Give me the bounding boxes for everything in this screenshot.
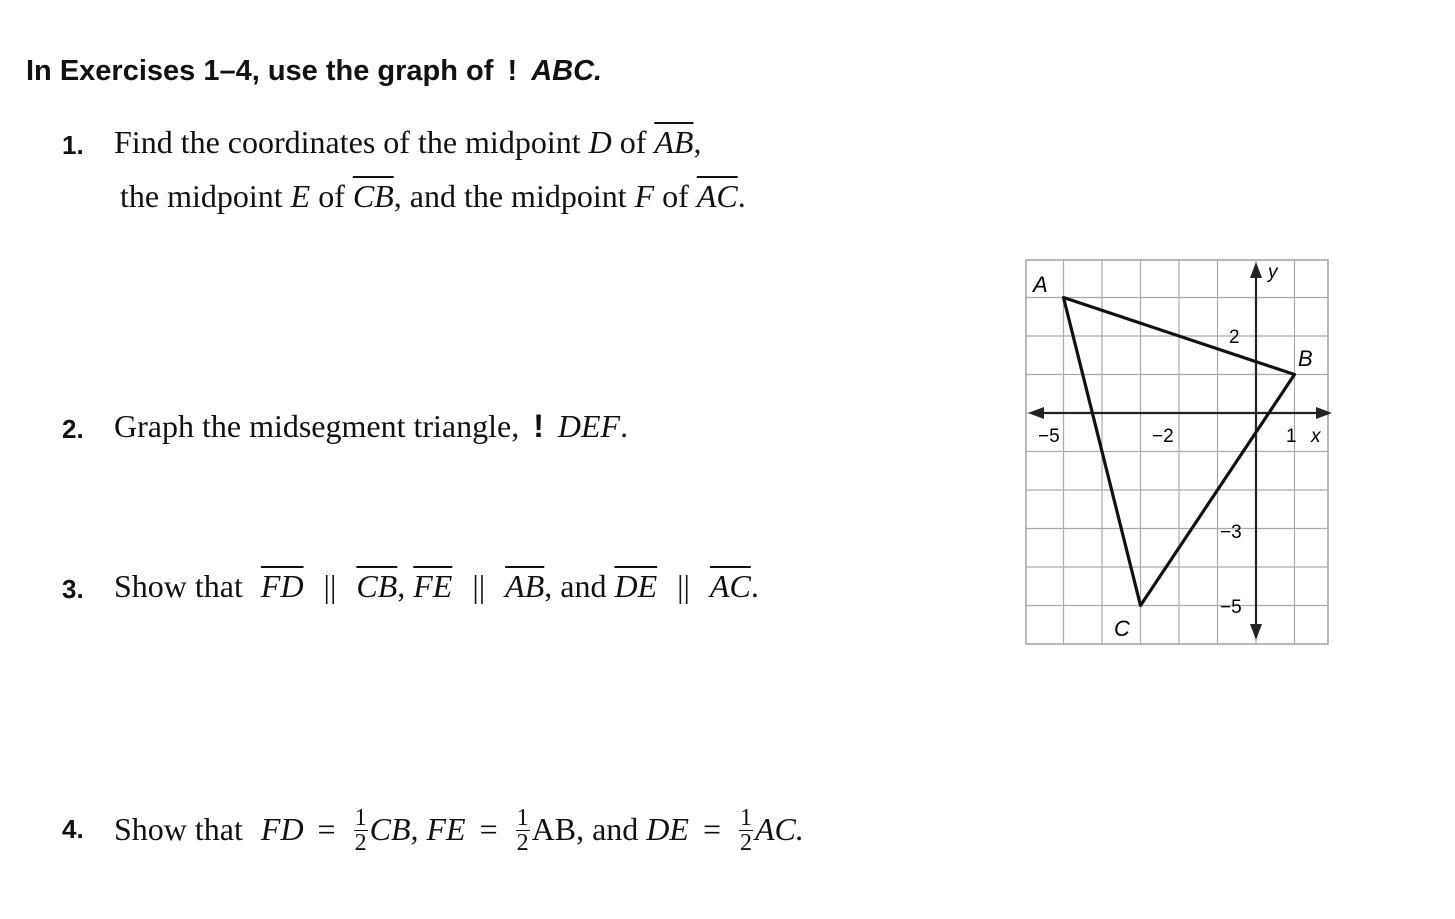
x-axis-label: x (1311, 426, 1321, 447)
exercise-1-number: 1. (62, 130, 84, 160)
x-tick-1: 1 (1286, 426, 1297, 447)
exercise-1-line-2: the midpoint E of $\overline{CB}$, and the midpoint F of $\overline{AC}$. (120, 178, 746, 214)
x-tick-neg2: −2 (1152, 426, 1174, 447)
exercise-3-number: 3. (62, 574, 84, 604)
exercise-2-number: 2. (62, 414, 84, 444)
point-label-c: C (1114, 616, 1130, 641)
triangle-glyph: ! (533, 408, 544, 444)
segment-ab: $\overline{AB}$ (654, 124, 694, 160)
triangle-glyph: ! (507, 55, 518, 87)
exercise-heading (26, 55, 602, 88)
y-axis-label: y (1268, 262, 1278, 283)
exercise-1-line-1: Find the coordinates of the midpoint D of $\overline{AB}$, (114, 124, 702, 160)
grid-lines (1026, 260, 1328, 644)
y-tick-2: 2 (1229, 327, 1240, 348)
x-tick-neg5: −5 (1038, 426, 1060, 447)
fraction-half: $\frac{1}{2}$ (354, 805, 367, 856)
segment-ac: $\overline{AC}$ (696, 178, 738, 214)
exercise-2-text: Graph the midsegment triangle, ! DEF. (114, 408, 629, 444)
point-label-a: A (1033, 272, 1048, 297)
heading-text: In Exercises 1–4, use the graph of (26, 55, 494, 87)
y-axis-up-arrow (1250, 262, 1262, 278)
point-label-b: B (1298, 346, 1313, 371)
fraction-half: $\frac{1}{2}$ (739, 805, 752, 856)
y-axis-down-arrow (1250, 624, 1262, 640)
x-axis-right-arrow (1316, 407, 1332, 419)
coordinate-graph (1010, 250, 1350, 660)
y-tick-neg5: −5 (1220, 597, 1242, 618)
exercise-4-number: 4. (62, 814, 84, 844)
exercise-4-text: Show that FD = $\frac{1}{2}$ CB, FE = $\frac{1}{2}$ AB, and DE = $\frac{1}{2}$ AC. (114, 805, 804, 856)
y-tick-neg3: −3 (1220, 522, 1242, 543)
heading-triangle: ABC. (531, 55, 603, 87)
segment-cb: $\overline{CB}$ (352, 178, 394, 214)
x-axis-left-arrow (1028, 407, 1044, 419)
exercise-3-text: Show that $\overline{FD}$ || $\overline{CB}$, $\overline{FE}$ || $\overline{AB}$, and $\overline{DE}$ || $\overline{AC}$. (114, 568, 759, 604)
fraction-half: $\frac{1}{2}$ (516, 805, 529, 856)
